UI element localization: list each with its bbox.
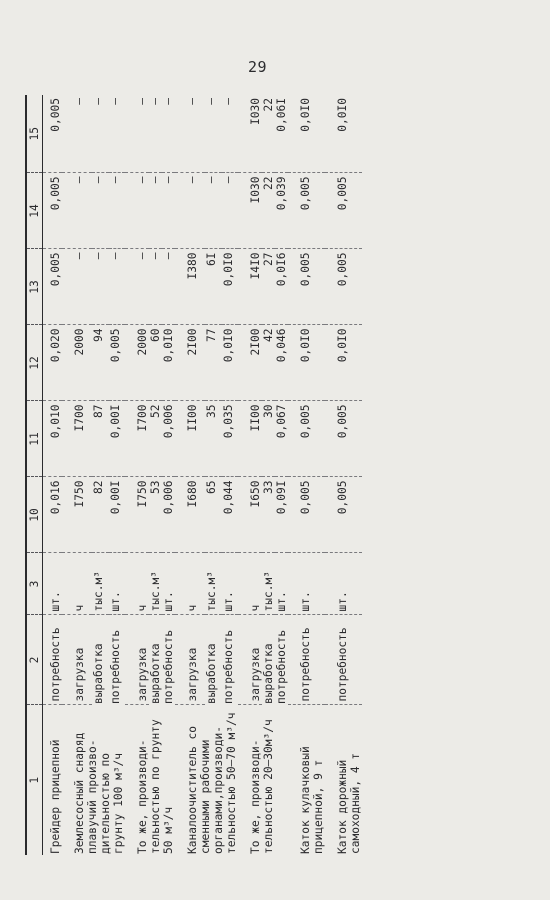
value-cell-10: 33: [262, 477, 275, 553]
unit-cell: ч: [62, 553, 92, 615]
value-cell-13: –: [92, 249, 108, 325]
value-cell-12: 0,0I0: [288, 325, 325, 401]
value-cell-13: 0,0I6: [275, 249, 288, 325]
value-cell-15: –: [149, 95, 162, 173]
value-cell-15: –: [92, 95, 108, 173]
value-cell-13: 6I: [205, 249, 221, 325]
page-number: 29: [248, 58, 268, 76]
value-cell-10: I650: [238, 477, 262, 553]
value-cell-12: 2I00: [238, 325, 262, 401]
indicator-cell: потребность: [108, 629, 122, 704]
value-cell-13: 0,005: [325, 249, 362, 325]
value-cell-13: I380: [175, 249, 205, 325]
unit-cell: шт.: [162, 553, 175, 615]
value-cell-12: 0,0I0: [162, 325, 175, 401]
table-row: [288, 95, 325, 855]
value-cell-10: 0,00I: [109, 477, 125, 553]
value-cell-12: 2I00: [175, 325, 205, 401]
value-cell-12: 2000: [62, 325, 92, 401]
indicator-cell: загрузка: [125, 615, 149, 705]
unit-cell: шт.: [288, 553, 325, 615]
indicator-cell: потребность: [221, 629, 235, 704]
value-cell-13: 0,005: [43, 249, 63, 325]
value-cell-11: 87: [92, 401, 108, 477]
value-cell-14: –: [175, 173, 205, 249]
value-cell-13: I4I0: [238, 249, 262, 325]
value-cell-12: 0,0I0: [325, 325, 362, 401]
table-row: [62, 95, 92, 855]
value-cell-10: 0,006: [162, 477, 175, 553]
unit-cell: ч: [175, 553, 205, 615]
unit-cell: шт.: [275, 553, 288, 615]
value-cell-15: 0,0I0: [288, 95, 325, 173]
machine-name-cell: Каток кулачковый прицепной, 9 т: [299, 746, 325, 854]
machinery-table: [25, 95, 545, 855]
value-cell-11: I700: [62, 401, 92, 477]
value-cell-12: 0,020: [43, 325, 63, 401]
value-cell-12: 2000: [125, 325, 149, 401]
value-cell-13: 27: [262, 249, 275, 325]
indicator-cell: загрузка: [238, 615, 262, 705]
indicator-cell: потребность: [325, 615, 362, 705]
value-cell-15: –: [162, 95, 175, 173]
value-cell-10: 0,016: [43, 477, 63, 553]
value-cell-10: 0,09I: [275, 477, 288, 553]
value-cell-11: 0,010: [43, 401, 63, 477]
value-cell-10: 82: [92, 477, 108, 553]
column-header: 13: [26, 249, 43, 325]
value-cell-11: 30: [262, 401, 275, 477]
value-cell-14: –: [205, 173, 221, 249]
indicator-cell: потребность: [275, 629, 288, 704]
value-cell-11: 0,035: [222, 401, 238, 477]
table-row: [125, 95, 149, 855]
unit-cell: шт.: [222, 553, 238, 615]
column-number-row: [26, 95, 43, 855]
value-cell-13: –: [149, 249, 162, 325]
value-cell-15: 22: [262, 95, 275, 173]
indicator-cell: потребность: [162, 629, 175, 704]
column-header: 12: [26, 325, 43, 401]
value-cell-12: 42: [262, 325, 275, 401]
value-cell-11: 0,067: [275, 401, 288, 477]
machine-name-cell: Землесосный снаряд плавучий произво-дительностью по грунту 100 м³/ч: [73, 732, 125, 854]
unit-cell: тыс.м³: [149, 553, 162, 615]
value-cell-10: I750: [62, 477, 92, 553]
indicator-cell: потребность: [288, 615, 325, 705]
unit-cell: тыс.м³: [262, 553, 275, 615]
value-cell-14: –: [162, 173, 175, 249]
column-header: 14: [26, 173, 43, 249]
value-cell-11: I700: [125, 401, 149, 477]
indicator-cell: выработка: [205, 643, 219, 704]
value-cell-10: 53: [149, 477, 162, 553]
value-cell-15: –: [125, 95, 149, 173]
value-cell-15: 0,0I0: [325, 95, 362, 173]
value-cell-10: I750: [125, 477, 149, 553]
value-cell-14: 0,005: [325, 173, 362, 249]
value-cell-11: 35: [205, 401, 221, 477]
value-cell-12: 60: [149, 325, 162, 401]
machine-name-cell: То же, производи-тельностью 20–30м³/ч: [249, 719, 275, 854]
unit-cell: шт.: [325, 553, 362, 615]
value-cell-14: –: [109, 173, 125, 249]
column-header: 15: [26, 95, 43, 173]
machine-name-cell: Каналоочиститель со сменными рабочими органами,производи-тельностью 50–70 м³/ч: [186, 712, 238, 854]
column-header: 3: [26, 553, 43, 615]
table-row: [43, 95, 63, 855]
value-cell-10: I680: [175, 477, 205, 553]
machine-name-cell: Грейдер прицепной: [49, 739, 62, 854]
column-header: 1: [26, 705, 43, 855]
unit-cell: ч: [238, 553, 262, 615]
table-body: [43, 95, 363, 855]
value-cell-15: 0,06I: [275, 95, 288, 173]
indicator-cell: выработка: [92, 643, 106, 704]
value-cell-13: –: [125, 249, 149, 325]
value-cell-11: 0,00I: [109, 401, 125, 477]
unit-cell: тыс.м³: [205, 553, 221, 615]
value-cell-11: 0,006: [162, 401, 175, 477]
value-cell-15: 0,005: [43, 95, 63, 173]
value-cell-14: I030: [238, 173, 262, 249]
indicator-cell: потребность: [43, 615, 63, 705]
value-cell-14: –: [125, 173, 149, 249]
indicator-cell: загрузка: [62, 615, 92, 705]
value-cell-13: 0,005: [288, 249, 325, 325]
data-table: [25, 95, 362, 855]
value-cell-12: 94: [92, 325, 108, 401]
value-cell-14: –: [222, 173, 238, 249]
value-cell-10: 0,005: [325, 477, 362, 553]
value-cell-15: I030: [238, 95, 262, 173]
value-cell-14: 0,005: [43, 173, 63, 249]
unit-cell: шт.: [109, 553, 125, 615]
value-cell-14: –: [62, 173, 92, 249]
value-cell-10: 65: [205, 477, 221, 553]
machine-name-cell: То же, производи-тельностью по грунту 50 м³/ч: [136, 719, 175, 854]
value-cell-12: 77: [205, 325, 221, 401]
value-cell-14: 0,005: [288, 173, 325, 249]
value-cell-12: 0,046: [275, 325, 288, 401]
unit-cell: шт.: [43, 553, 63, 615]
unit-cell: ч: [125, 553, 149, 615]
value-cell-10: 0,005: [288, 477, 325, 553]
value-cell-12: 0,005: [109, 325, 125, 401]
value-cell-11: 0,005: [288, 401, 325, 477]
value-cell-14: –: [92, 173, 108, 249]
value-cell-10: 0,044: [222, 477, 238, 553]
machine-name-cell: Каток дорожный самоходный, 4 т: [336, 752, 362, 854]
column-header: 11: [26, 401, 43, 477]
value-cell-13: –: [62, 249, 92, 325]
indicator-cell: выработка: [149, 643, 162, 704]
column-header: 10: [26, 477, 43, 553]
value-cell-12: 0,0I0: [222, 325, 238, 401]
value-cell-13: 0,0I0: [222, 249, 238, 325]
value-cell-11: II00: [238, 401, 262, 477]
value-cell-15: –: [109, 95, 125, 173]
value-cell-11: II00: [175, 401, 205, 477]
value-cell-14: –: [149, 173, 162, 249]
value-cell-15: –: [62, 95, 92, 173]
table-row: [238, 95, 262, 855]
unit-cell: тыс.м³: [92, 553, 108, 615]
value-cell-11: 0,005: [325, 401, 362, 477]
value-cell-14: 22: [262, 173, 275, 249]
indicator-cell: загрузка: [175, 615, 205, 705]
value-cell-14: 0,039: [275, 173, 288, 249]
value-cell-15: –: [205, 95, 221, 173]
table-row: [175, 95, 205, 855]
table-row: [325, 95, 362, 855]
value-cell-15: –: [222, 95, 238, 173]
value-cell-13: –: [162, 249, 175, 325]
value-cell-15: –: [175, 95, 205, 173]
indicator-cell: выработка: [262, 643, 275, 704]
value-cell-11: 52: [149, 401, 162, 477]
value-cell-13: –: [109, 249, 125, 325]
column-header: 2: [26, 615, 43, 705]
